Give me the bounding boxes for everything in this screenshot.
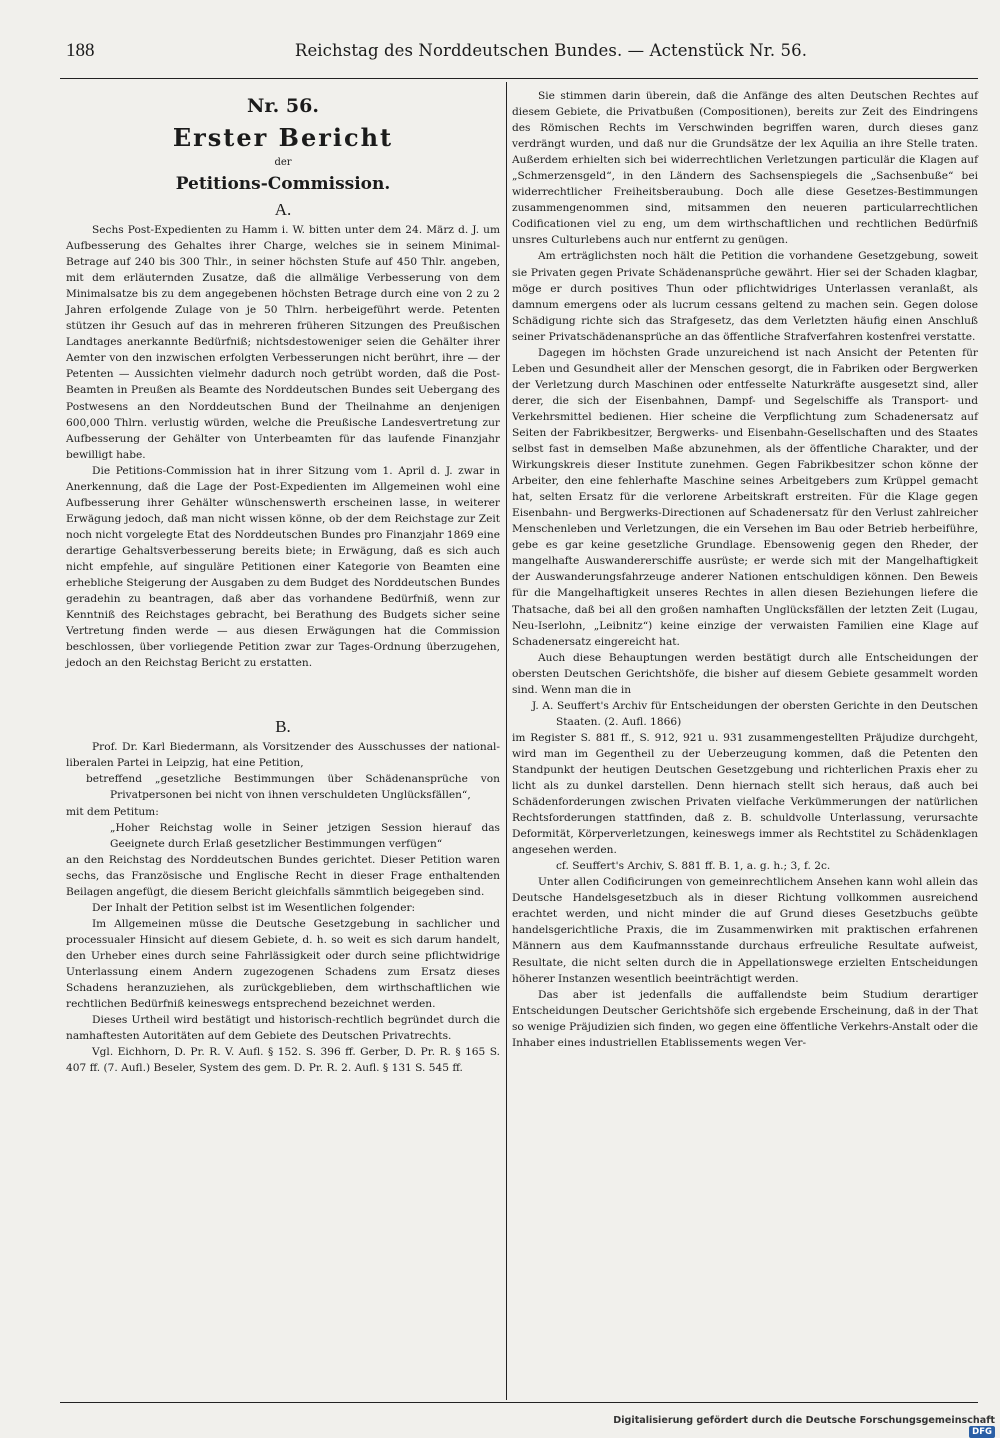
citation: J. A. Seuffert's Archiv für Entscheidungen der obersten Gerichte in den Deutschen Staaten. (2. Aufl. 1866) xyxy=(532,699,978,728)
title-connector: der xyxy=(274,157,292,168)
right-column xyxy=(512,88,978,1051)
report-title: Erster Bericht xyxy=(172,123,394,152)
page-header xyxy=(66,40,976,74)
left-column xyxy=(66,88,500,1076)
page-number: 188 xyxy=(66,40,95,61)
paragraph: im Register S. 881 ff., S. 912, 921 u. 931 zusammengestellten Präjudize durchgeht, wird man im Gegentheil zu der Ueberzeugung kommen, daß die Petenten den Standpunkt der heutigen Deutschen Gesetzgebung und richterlichen Praxis eher zu licht als zu dunkel darstellen. Denn hiernach stellt sich heraus, daß auch bei Schädenforderungen zwischen Privaten vielfache Verkümmerungen der natürlichen Rechtsforderungen stattfinden, daß z. B. schuldvolle Unterlassung, verursachte Deformität, Körperverletzungen, keineswegs immer als Rechtstitel zu Schädenklagen angesehen werden. xyxy=(512,731,978,857)
petition-subject: betreffend „gesetzliche Bestimmungen über Schädenansprüche von Privatpersonen bei nicht von ihnen verschuldeten Unglücksfällen“, xyxy=(86,773,500,802)
paragraph: Das aber ist jedenfalls die auffallendste beim Studium derartiger Entscheidungen Deutscher Gerichtshöfe sich ergebende Erscheinung, daß in der That so wenige Präjudizien sich finden, wo gegen eine öffentliche Verkehrs-Anstalt oder die Inhaber eines industriellen Etablissements wegen Ver- xyxy=(512,988,978,1049)
paragraph: Unter allen Codificirungen von gemeinrechtlichem Ansehen kann wohl allein das Deutsche Handelsgesetzbuch als in dieser Richtung vollkommen ausreichend erachtet werden, und nicht minder die auf Grund dieses Gesetzbuchs geübte handelsgerichtliche Praxis, die im Zusammenwirken mit praktischen erfahrenen Männern aus dem Kaufmannsstande durchaus erfreuliche Resultate aufweist, Resultate, die nicht selten durch die in Appellationswege erzielten Entscheidungen höherer Instanzen wesentlich beeinträchtigt werden. xyxy=(512,876,978,985)
paragraph: Prof. Dr. Karl Biedermann, als Vorsitzender des Ausschusses der national-liberalen Partei in Leipzig, hat eine Petition, xyxy=(66,741,500,770)
paragraph: Dagegen im höchsten Grade unzureichend ist nach Ansicht der Petenten für Leben und Gesundheit aller der Menschen gesorgt, die in Fabriken oder Bergwerken der Verletzung durch Maschinen oder entfesselte Naturkräfte ausgesetzt sind, aller derer, die sich der Eisenbahnen, Dampf- und Segelschiffe als Transport- und Verkehrsmittel bedienen. Hier scheine die Verpflichtung zum Schadenersatz auf Seiten der Fabrikbesitzer, Bergwerks- und Eisenbahn-Gesellschaften und des Staates selbst fast in demselben Maße abzunehmen, als der öffentliche Charakter, und der Wirkungskreis dieser Institute zunehmen. Gegen Fabrikbesitzer schon könne der Arbeiter, den eine fehlerhafte Maschine seines Arbeitgebers zum Krüppel gemacht hat, selten Ersatz für die verlorene Arbeitskraft erstreiten. Für die Klage gegen Eisenbahn- und Bergwerks-Directionen auf Schadenersatz für den Verlust zahlreicher Menschenleben und Verletzungen, die ein Versehen im Bau oder Betrieb herbeiführe, gebe es gar keine gesetzliche Grundlage. Ebensowenig gegen den Rheder, der mangelhafte Auswandererschiffe ausrüste; er werde sich mit der Mangelhaftigkeit der Auswanderungsfahrzeuge anderer Nationen entschuldigen können. Den Beweis für die Mangelhaftigkeit unseres Rechtes in allen diesen Beziehungen liefere die Thatsache, daß bei all den großen namhaften Unglücksfällen der letzten Zeit (Lugau, Neu-Iserlohn, „Leibnitz“) keine einzige der verwaisten Familien eine Klage auf Schadenersatz eingereicht hat. xyxy=(512,346,978,648)
paragraph: Auch diese Behauptungen werden bestätigt durch alle Entscheidungen der obersten Deutschen Gerichtshöfe, die bisher auf diesem Gebiete gesammelt worden sind. Wenn man die in xyxy=(512,651,978,696)
paragraph: Dieses Urtheil wird bestätigt und historisch-rechtlich begründet durch die namhaftesten Autoritäten auf dem Gebiete des Deutschen Privatrechts. xyxy=(66,1014,500,1043)
citation: cf. Seuffert's Archiv, S. 881 ff. B. 1, a. g. h.; 3, f. 2c. xyxy=(556,860,831,873)
commission-title: Petitions-Commission. xyxy=(175,174,391,194)
funding-credit xyxy=(600,1415,995,1438)
column-divider xyxy=(506,82,507,1400)
section-b-heading: B. xyxy=(275,717,291,737)
header-rule xyxy=(60,78,978,79)
paragraph: Sechs Post-Expedienten zu Hamm i. W. bitten unter dem 24. März d. J. um Aufbesserung des Gehaltes ihrer Charge, welches sie in seinem Minimal-Betrage auf 240 bis 300 Thlr., in seiner höchsten Stufe auf 450 Thlr. angeben, mit dem erläuternden Zusatze, daß die allmälige Verbesserung von dem Minimalsatze bis zu dem angegebenen höchsten Betrage durch eine von 2 zu 2 Jahren erfolgende Zulage von je 50 Thlrn. herbeigeführt werde. Petenten stützen ihr Gesuch auf das in mehreren früheren Sitzungen des Preußischen Landtages anerkannte Bedürfniß; nichtsdestoweniger seien die Gehälter ihrer Aemter von den inzwischen erfolgten Verbesserungen nicht berührt, ihre — der Petenten — Aussichten vielmehr dadurch noch getrübt worden, daß die Post-Beamten in Preußen als Beamte des Norddeutschen Bundes seit Uebergang des Postwesens an den Norddeutschen Bund der Theilnahme an denjenigen 600,000 Thlrn. verlustig würden, welche die Preußische Landesvertretung zur Aufbesserung der Gehälter von Unterbeamten für das laufende Finanzjahr bewilligt habe. xyxy=(66,224,500,461)
spacer xyxy=(66,671,500,715)
document-number: Nr. 56. xyxy=(247,95,319,117)
paragraph: Am erträglichsten noch hält die Petition die vorhandene Gesetzgebung, soweit sie Privaten gegen Private Schädenansprüche gewährt. Hier sei der Schaden klagbar, möge er durch positives Thun oder pflichtwidriges Unterlassen veranlaßt, als damnum emergens oder als lucrum cessans geltend zu machen sein. Gegen dolose Schädigung richte sich das Strafgesetz, das dem Verletzten häufig einen Anschluß seiner Privatschädenansprüche an das öffentliche Strafverfahren kostenfrei verstatte. xyxy=(512,250,978,343)
petitum-label: mit dem Petitum: xyxy=(66,805,159,818)
footer-rule xyxy=(60,1402,978,1403)
paragraph: an den Reichstag des Norddeutschen Bundes gerichtet. Dieser Petition waren sechs, das Französische und Englische Recht in dieser Frage enthaltenden Beilagen angefügt, die diesem Bericht gleichfalls sämmtlich beigegeben sind. xyxy=(66,853,500,898)
section-a-heading: A. xyxy=(274,200,292,219)
paragraph: Die Petitions-Commission hat in ihrer Sitzung vom 1. April d. J. zwar in Anerkennung, daß die Lage der Post-Expedienten im Allgemeinen wohl eine Aufbesserung ihrer Gehälter wünschenswerth erscheinen lasse, in weiterer Erwägung jedoch, daß man nicht wissen könne, ob der dem Reichstage zur Zeit noch nicht vorgelegte Etat des Norddeutschen Bundes pro Finanzjahr 1869 eine derartige Gehaltsverbesserung bereits biete; in Erwägung, daß es sich auch nicht empfehle, auf singuläre Petitionen einer Kategorie von Beamten eine erhebliche Steigerung der Ausgaben zu dem Budget des Norddeutschen Bundes geradehin zu beantragen, daß aber das vorhandene Bedürfniß, wenn zur Kenntniß des Reichstages gebracht, bei Berathung des Budgets sicher seine Vertretung finden werde — aus diesen Erwägungen hat die Commission beschlossen, über vorliegende Petition zwar zur Tages-Ordnung überzugehen, jedoch an den Reichstag Bericht zu erstatten. xyxy=(66,464,500,670)
petitum-quote: „Hoher Reichstag wolle in Seiner jetzigen Session hierauf das Geeignete durch Erlaß gesetzlicher Bestimmungen verfügen“ xyxy=(110,821,500,850)
citation: Vgl. Eichhorn, D. Pr. R. V. Aufl. § 152. S. 396 ff. Gerber, D. Pr. R. § 165 S. 407 ff. (7. Aufl.) Beseler, System des gem. D. Pr. R. 2. Aufl. § 131 S. 545 ff. xyxy=(66,1046,500,1075)
funding-text: Digitalisierung gefördert durch die Deutsche Forschungsgemeinschaft xyxy=(613,1415,995,1426)
running-title: Reichstag des Norddeutschen Bundes. — Actenstück Nr. 56. xyxy=(294,41,808,60)
dfg-logo: DFG xyxy=(969,1426,995,1438)
paragraph: Sie stimmen darin überein, daß die Anfänge des alten Deutschen Rechtes auf diesem Gebiete, die Privatbußen (Compositionen), bereits zur Zeit des Eindringens des Römischen Rechts im Verschwinden begriffen waren, durch dieses ganz verdrängt wurden, und daß nur die Grundsätze der lex Aquilia an ihre Stelle traten. Außerdem erhielten sich bei widerrechtlichen Verletzungen particulär die Klagen auf „Schmerzensgeld“, in den Ländern des Sachsenspiegels die „Sachsenbuße“ bei widerrechtlicher Freiheitsberaubung. Doch alle diese Gesetzes-Bestimmungen zusammengenommen sind, mitsammen den neueren particularrechtlichen Codificationen viel zu eng, um dem wirthschaftlichen und rechtlichen Bedürfniß unsres Culturlebens auch nur entfernt zu genügen. xyxy=(512,90,978,247)
paragraph: Der Inhalt der Petition selbst ist im Wesentlichen folgender: xyxy=(92,901,416,914)
paragraph: Im Allgemeinen müsse die Deutsche Gesetzgebung in sachlicher und processualer Hinsicht auf diesem Gebiete, d. h. so weit es sich darum handelt, den Urheber eines durch seine Fahrlässigkeit oder durch seine pflichtwidrige Unterlassung einem Andern zugezogenen Schadens zum Ersatz dieses Schadens heranzuziehen, als zurückgeblieben, dem wirthschaftlichen wie rechtlichen Bedürfniß keineswegs entsprechend bezeichnet werden. xyxy=(66,917,500,1011)
